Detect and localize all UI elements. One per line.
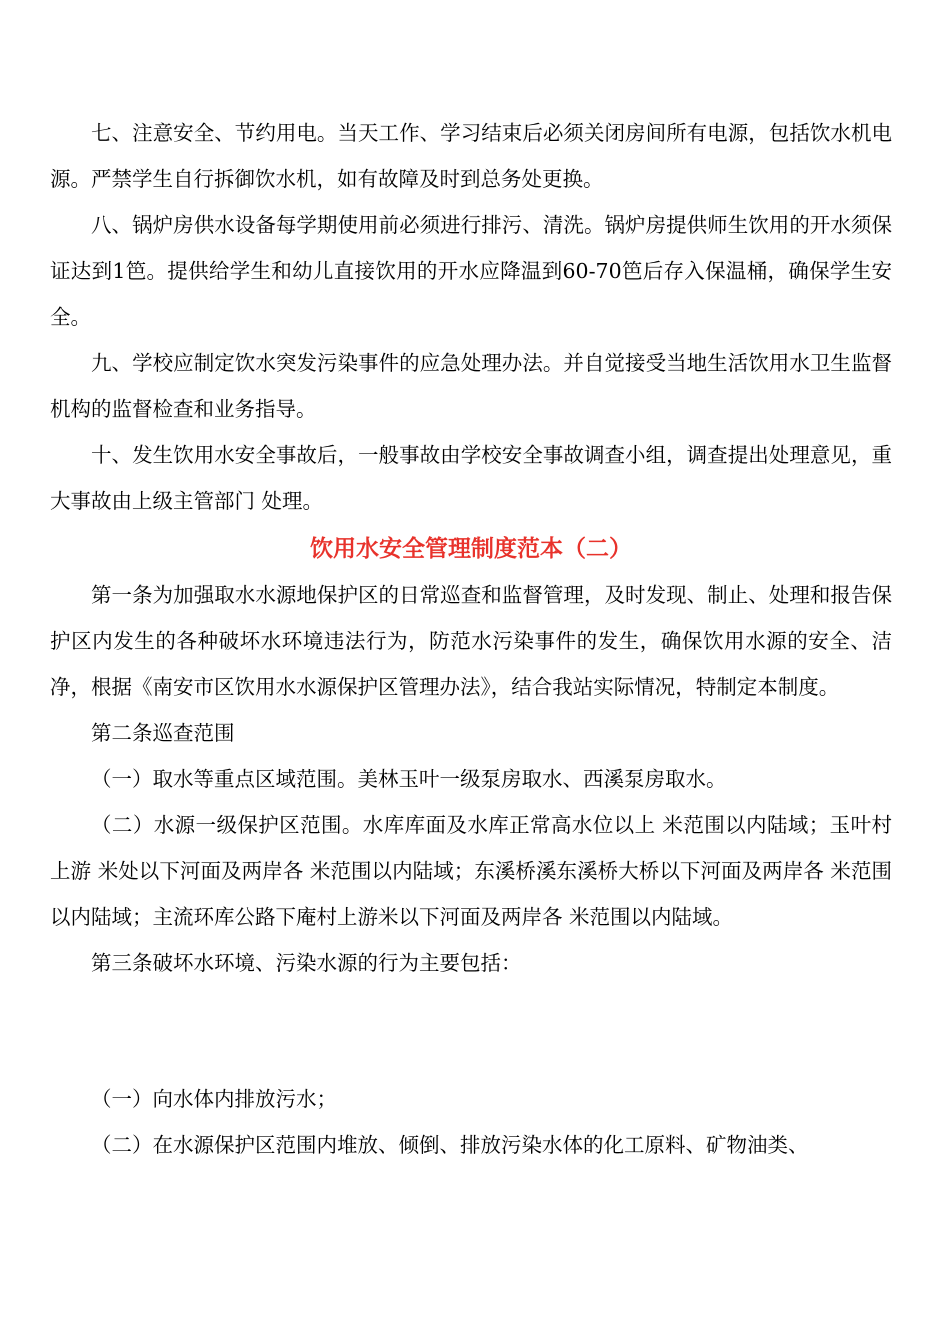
section-title: 饮用水安全管理制度范本（二） bbox=[310, 535, 632, 562]
paragraph-item-10: 十、发生饮用水安全事故后，一般事故由学校安全事故调查小组，调查提出处理意见，重大事故由上级主管部门 处理。 bbox=[50, 443, 892, 513]
article-3-item-1: （一）向水体内排放污水； bbox=[91, 1087, 337, 1111]
paragraph-item-8: 八、锅炉房供水设备每学期使用前必须进行排污、清洗。锅炉房提供师生饮用的开水须保证达到1笆。提供给学生和幼儿直接饮用的开水应降温到60-70笆后存入保温桶，确保学生安全。 bbox=[50, 213, 892, 329]
article-3-heading: 第三条破坏水环境、污染水源的行为主要包括： bbox=[91, 951, 522, 975]
article-2-heading: 第二条巡查范围 bbox=[91, 721, 235, 745]
blank-space bbox=[50, 986, 892, 1076]
article-2-item-1: （一）取水等重点区域范围。美林玉叶一级泵房取水、西溪泵房取水。 bbox=[91, 767, 727, 791]
article-2-item-2: （二）水源一级保护区范围。水库库面及水库正常高水位以上 米范围以内陆域；玉叶村上游 米处以下河面及两岸各 米范围以内陆域；东溪桥溪东溪桥大桥以下河面及两岸各 米范围以内陆域；主流环库公路下庵村上游米以下河面及两岸各 米范围以内陆域。 bbox=[50, 813, 892, 929]
paragraph-item-7: 七、注意安全、节约用电。当天工作、学习结束后必须关闭房间所有电源，包括饮水机电源。严禁学生自行拆御饮水机，如有故障及时到总务处更换。 bbox=[50, 121, 892, 191]
document-body bbox=[50, 110, 892, 1168]
article-1: 第一条为加强取水水源地保护区的日常巡查和监督管理，及时发现、制止、处理和报告保护区内发生的各种破坏水环境违法行为，防范水污染事件的发生，确保饮用水源的安全、洁净，根据《南安市区饮用水水源保护区管理办法》，结合我站实际情况，特制定本制度。 bbox=[50, 583, 892, 699]
paragraph-item-9: 九、学校应制定饮水突发污染事件的应急处理办法。并自觉接受当地生活饮用水卫生监督机构的监督检查和业务指导。 bbox=[50, 351, 892, 421]
article-3-item-2: （二）在水源保护区范围内堆放、倾倒、排放污染水体的化工原料、矿物油类、 bbox=[91, 1133, 809, 1157]
